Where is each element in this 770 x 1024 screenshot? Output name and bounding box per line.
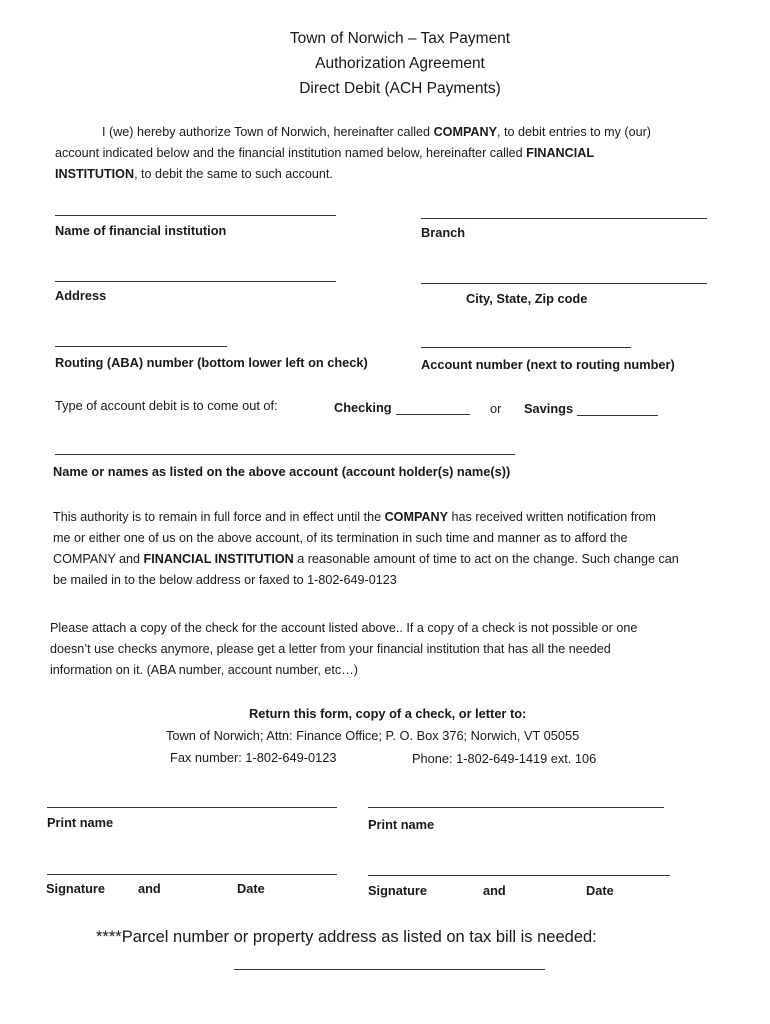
authority-company: COMPANY xyxy=(384,510,449,524)
financial-institution-label: Name of financial institution xyxy=(55,223,227,238)
print-name-label-2: Print name xyxy=(368,817,435,832)
signature-line-2[interactable] xyxy=(368,875,670,876)
address-label: Address xyxy=(55,288,107,303)
attach-paragraph xyxy=(50,618,637,681)
signature-label-2: Signature xyxy=(368,883,428,898)
checking-blank[interactable] xyxy=(396,414,470,415)
attach-text: information on it. (ABA number, account number, etc…) xyxy=(50,663,358,677)
routing-number-label: Routing (ABA) number (bottom lower left on check) xyxy=(55,355,368,370)
authority-text: has received written notification from xyxy=(448,510,656,524)
account-number-label: Account number (next to routing number) xyxy=(421,357,675,372)
address-line[interactable] xyxy=(55,281,336,282)
title-line-2: Authorization Agreement xyxy=(315,55,485,72)
branch-line[interactable] xyxy=(421,218,707,219)
authority-text: be mailed in to the below address or faxed to 1-802-649-0123 xyxy=(53,573,397,587)
authority-paragraph xyxy=(53,507,679,591)
parcel-text: Parcel number or property address as listed on tax bill is needed: xyxy=(121,928,597,946)
signature-label-1: Signature xyxy=(46,881,106,896)
title-line-3: Direct Debit (ACH Payments) xyxy=(299,80,501,97)
parcel-number-line[interactable] xyxy=(234,969,545,970)
routing-number-line[interactable] xyxy=(55,346,227,347)
intro-company: COMPANY xyxy=(433,125,498,139)
intro-paragraph xyxy=(55,122,651,185)
authority-text: me or either one of us on the above account, of its termination in such time and manner as to afford the xyxy=(53,531,628,545)
account-holder-line[interactable] xyxy=(55,454,515,455)
parcel-prefix: **** xyxy=(96,928,122,946)
date-label-2: Date xyxy=(586,883,614,898)
title-line-1: Town of Norwich – Tax Payment xyxy=(289,30,511,47)
checking-label: Checking xyxy=(334,400,392,415)
financial-institution-line[interactable] xyxy=(55,215,336,216)
parcel-number-note xyxy=(96,928,597,947)
city-state-zip-line[interactable] xyxy=(421,283,707,284)
print-name-line-2[interactable] xyxy=(368,807,664,808)
authority-text: a reasonable amount of time to act on the change. Such change can xyxy=(293,552,679,566)
attach-text: doesn’t use checks anymore, please get a letter from your financial institution that has all the needed xyxy=(50,642,611,656)
intro-text: , to debit the same to such account. xyxy=(134,167,333,181)
or-text: or xyxy=(490,401,502,416)
authority-financial-institution: FINANCIAL INSTITUTION xyxy=(143,552,294,566)
branch-label: Branch xyxy=(421,225,466,240)
date-label-1: Date xyxy=(237,881,265,896)
and-label-2: and xyxy=(483,883,506,898)
signature-line-1[interactable] xyxy=(47,874,337,875)
fax-number: Fax number: 1-802-649-0123 xyxy=(170,750,337,765)
phone-number: Phone: 1-802-649-1419 ext. 106 xyxy=(412,751,597,766)
return-address: Town of Norwich; Attn: Finance Office; P. O. Box 376; Norwich, VT 05055 xyxy=(166,728,580,743)
account-type-prompt: Type of account debit is to come out of: xyxy=(55,398,278,413)
savings-label: Savings xyxy=(524,401,574,416)
intro-institution: INSTITUTION xyxy=(55,167,135,181)
intro-text: , to debit entries to my (our) xyxy=(497,125,652,139)
city-state-zip-label: City, State, Zip code xyxy=(466,291,588,306)
account-holder-label: Name or names as listed on the above account (account holder(s) name(s)) xyxy=(53,464,511,479)
print-name-line-1[interactable] xyxy=(47,807,337,808)
savings-blank[interactable] xyxy=(577,415,658,416)
attach-text: Please attach a copy of the check for the account listed above.. If a copy of a check is not possible or one xyxy=(50,621,638,635)
return-heading: Return this form, copy of a check, or letter to: xyxy=(249,706,527,721)
print-name-label-1: Print name xyxy=(47,815,114,830)
intro-text: account indicated below and the financial institution named below, hereinafter called xyxy=(55,146,527,160)
and-label-1: and xyxy=(138,881,161,896)
intro-financial: FINANCIAL xyxy=(526,146,595,160)
authority-text: This authority is to remain in full force and in effect until the xyxy=(53,510,385,524)
authority-text: COMPANY and xyxy=(53,552,144,566)
account-number-line[interactable] xyxy=(421,347,631,348)
intro-text: I (we) hereby authorize Town of Norwich, hereinafter called xyxy=(102,125,434,139)
